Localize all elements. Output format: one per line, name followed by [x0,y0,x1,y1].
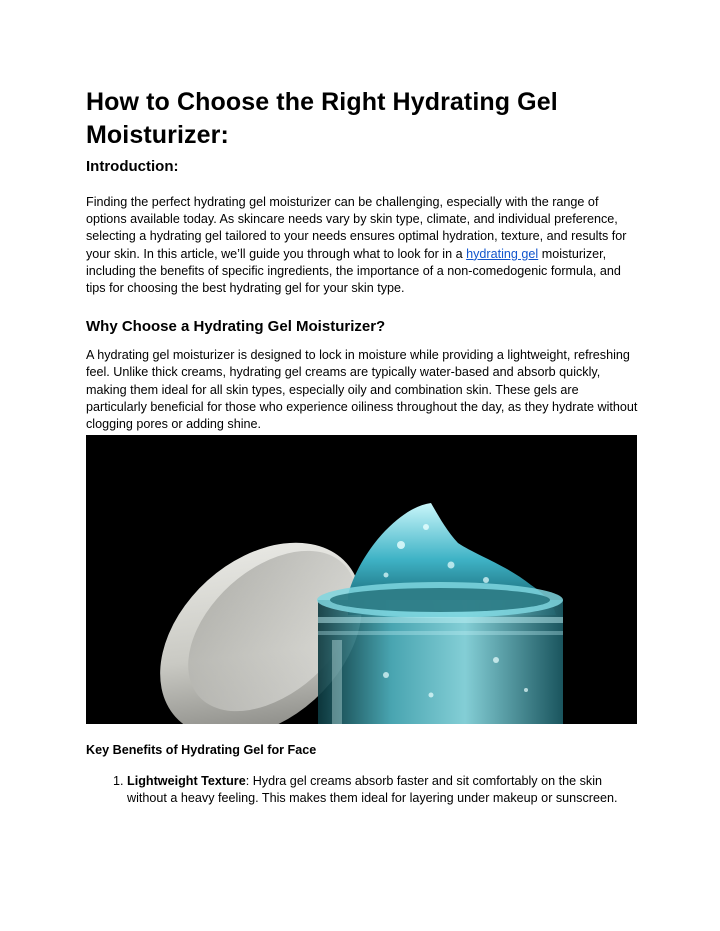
introduction-text-start: Finding the perfect hydrating gel moisturizer can be challenging, especially with the range of options available today. As skincare needs vary by skin type, climate, and individual preference, selecting a hydrating gel tailored to your needs ensures optimal hydration, texture, and results for your skin. In this article, we’ll guide you through what to look for in a [86,195,627,261]
gel-jar-image [86,435,637,724]
benefit-term: Lightweight Texture [127,774,246,789]
jar-body-shape [317,582,563,724]
gel-jar-illustration [86,435,637,724]
why-section-heading: Why Choose a Hydrating Gel Moisturizer? [86,318,386,336]
introduction-paragraph [86,194,638,297]
benefits-heading: Key Benefits of Hydrating Gel for Face [86,743,317,758]
list-item [127,773,638,807]
introduction-text-end: moisturizer, including the benefits of specific ingredients, the importance of a non-comedogenic formula, and tips for choosing the best hydrating gel for your skin type. [86,246,621,296]
document-content [86,86,638,808]
introduction-heading: Introduction: [86,158,179,175]
benefit-description: : Hydra gel creams absorb faster and sit comfortably on the skin without a heavy feeling. This makes them ideal for layering under makeup or sunscreen. [127,774,618,806]
benefits-list [86,773,638,807]
page-title: How to Choose the Right Hydrating Gel Moisturizer: [86,88,558,149]
why-section-paragraph: A hydrating gel moisturizer is designed to lock in moisture while providing a lightweight, refreshing feel. Unlike thick creams, hydrating gel creams are typically water-based and absorb quickly, making them ideal for all skin types, especially oily and combination skin. These gels are particularly beneficial for those who experience oiliness throughout the day, as they hydrate without clogging pores or adding shine. [86,348,638,432]
hydrating-gel-link[interactable]: hydrating gel [466,246,539,261]
